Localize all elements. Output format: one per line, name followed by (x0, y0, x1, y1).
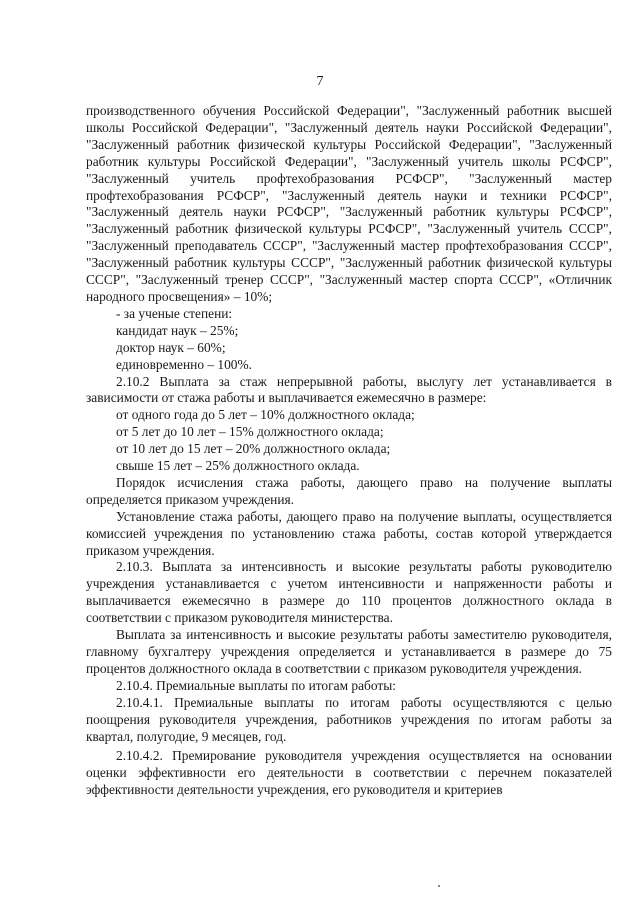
paragraph-deputy-bonus: Выплата за интенсивность и высокие результаты работы заместителю руководителя, главному бухгалтеру учреждения определяется и устанавливается в размере до 75 процентов должностного оклада в соответствии с приказом руководителя учреждения. (86, 627, 612, 676)
paragraph-honorary-titles: производственного обучения Российской Федерации", "Заслуженный работник высшей школы Российской Федерации", "Заслуженный деятель науки Российской Федерации", "Заслуженный работник физической культуры Российской Федерации", "Заслуженный работник культуры Российской Федерации", "Заслуженный учитель школы РСФСР", "Заслуженный учитель профтехобразования РСФСР", "Заслуженный мастер профтехобразования РСФСР", "Заслуженный деятель науки и техники РСФСР", "Заслуженный деятель науки РСФСР", "Заслуженный работник культуры РСФСР", "Заслуженный работник физической культуры РСФСР", "Заслуженный учитель СССР", "Заслуженный преподаватель СССР", "Заслуженный мастер профтехобразования СССР", "Заслуженный работник культуры СССР", "Заслуженный работник физической культуры СССР", "Заслуженный тренер СССР", "Заслуженный мастер спорта СССР", «Отличник народного просвещения» – 10%; (86, 103, 612, 304)
paragraph-tier-2: от 5 лет до 10 лет – 15% должностного оклада; (116, 424, 384, 440)
paragraph-seniority-commission: Установление стажа работы, дающего право на получение выплаты, осуществляется комиссией учреждения по установлению стажа работы, состав которой утверждается приказом учреждения. (86, 508, 612, 558)
paragraph-doctor: доктор наук – 60%; (116, 339, 226, 355)
paragraph-tier-1: от одного года до 5 лет – 10% должностного оклада; (116, 407, 415, 423)
scan-speck (438, 885, 440, 887)
paragraph-candidate: кандидат наук – 25%; (116, 322, 239, 338)
paragraph-one-time: единовременно – 100%. (116, 356, 252, 372)
paragraph-2-10-4-1: 2.10.4.1. Премиальные выплаты по итогам работы осуществляются с целью поощрения руководителя учреждения, работников учреждения по итогам работы за квартал, полугодие, 9 месяцев, год. (86, 694, 612, 744)
paragraph-seniority-order: Порядок исчисления стажа работы, дающего право на получение выплаты определяется приказом учреждения. (86, 474, 612, 507)
page-number: 7 (316, 74, 324, 89)
body-text (86, 103, 612, 799)
paragraph-2-10-3: 2.10.3. Выплата за интенсивность и высокие результаты работы руководителю учреждения устанавливается с учетом интенсивности и напряженности работы и выплачивается ежемесячно в размере до 110 процентов должностного оклада в соответствии с приказом руководителя министерства. (86, 559, 612, 626)
paragraph-2-10-4: 2.10.4. Премиальные выплаты по итогам работы: (116, 677, 396, 693)
paragraph-2-10-2: 2.10.2 Выплата за стаж непрерывной работы, выслугу лет устанавливается в зависимости от стажа работы и выплачивается ежемесячно в размере: (86, 373, 612, 406)
paragraph-degrees-heading: - за ученые степени: (116, 305, 233, 321)
paragraph-2-10-4-2: 2.10.4.2. Премирование руководителя учреждения осуществляется на основании оценки эффективности его деятельности в соответствии с перечнем показателей эффективности деятельности учреждения, его руководителя и критериев (86, 748, 612, 798)
paragraph-tier-4: свыше 15 лет – 25% должностного оклада. (116, 458, 360, 474)
paragraph-tier-3: от 10 лет до 15 лет – 20% должностного оклада; (116, 441, 391, 457)
